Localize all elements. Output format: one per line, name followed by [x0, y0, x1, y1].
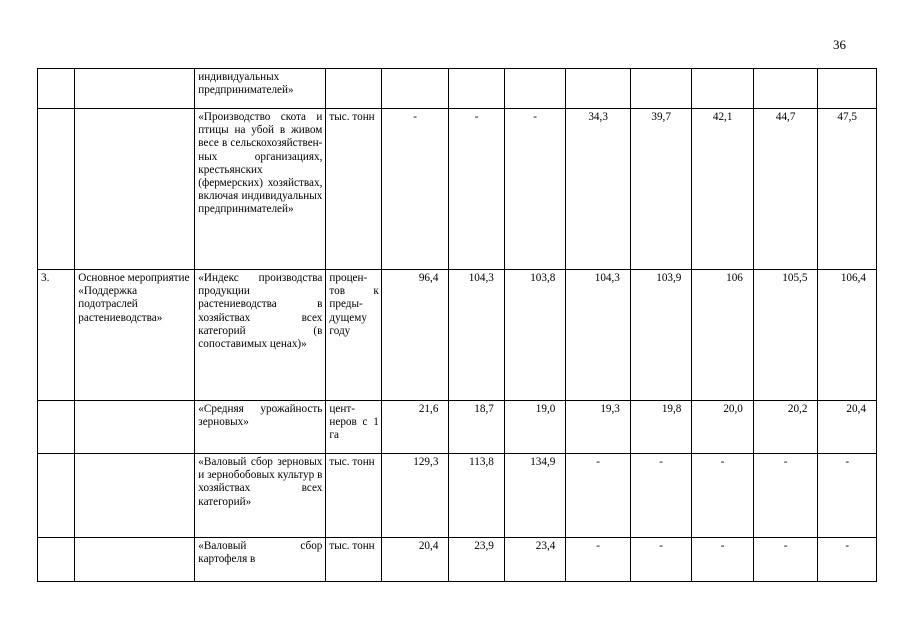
table-row [38, 401, 877, 454]
value-cell: - [818, 454, 877, 538]
value-cell: - [449, 109, 504, 270]
value-cell: - [753, 538, 818, 582]
value-cell: 20,2 [753, 401, 818, 454]
value-cell: 44,7 [753, 109, 818, 270]
value-cell: 129,3 [381, 454, 449, 538]
row-number-cell [38, 538, 75, 582]
indicator-cell: «Индекс производства продукции растениеводства в хозяйствах всех категорий (в сопоставимых ценах)» [195, 270, 326, 401]
value-cell: 39,7 [630, 109, 692, 270]
indicator-cell: «Производство скота и птицы на убой в живом весе в сельскохозяйствен-ных организациях, крестьянских (фермерских) хозяйствах, включая индивидуальных предпринимателей» [195, 109, 326, 270]
unit-cell: цент-неров с 1 га [326, 401, 381, 454]
indicator-cell: «Средняя урожайность зерновых» [195, 401, 326, 454]
value-cell [692, 69, 754, 109]
unit-cell: тыс. тонн [326, 454, 381, 538]
value-cell: 19,3 [566, 401, 631, 454]
value-cell: - [381, 109, 449, 270]
value-cell: 104,3 [566, 270, 631, 401]
value-cell [818, 69, 877, 109]
unit-cell: тыс. тонн [326, 538, 381, 582]
table-body [38, 69, 877, 582]
event-cell: Основное мероприятие «Поддержка подотраслей растениеводства» [75, 270, 195, 401]
value-cell: 34,3 [566, 109, 631, 270]
event-cell [75, 69, 195, 109]
value-cell [449, 69, 504, 109]
value-cell: - [692, 538, 754, 582]
unit-cell: тыс. тонн [326, 109, 381, 270]
indicator-cell: индивидуальных предпринимателей» [195, 69, 326, 109]
unit-cell [326, 69, 381, 109]
value-cell: 23,4 [504, 538, 566, 582]
value-cell: 19,0 [504, 401, 566, 454]
unit-cell: процен-тов к преды-дущему году [326, 270, 381, 401]
value-cell: 47,5 [818, 109, 877, 270]
indicator-cell: «Валовый сбор зерновых и зернобобовых культур в хозяйствах всех категорий» [195, 454, 326, 538]
event-cell [75, 538, 195, 582]
value-cell: 20,0 [692, 401, 754, 454]
indicator-cell: «Валовый сбор картофеля в [195, 538, 326, 582]
value-cell: - [818, 538, 877, 582]
value-cell: 20,4 [818, 401, 877, 454]
value-cell: 20,4 [381, 538, 449, 582]
value-cell [566, 69, 631, 109]
event-cell [75, 454, 195, 538]
row-number-cell [38, 401, 75, 454]
table-row [38, 270, 877, 401]
event-cell [75, 109, 195, 270]
value-cell: 19,8 [630, 401, 692, 454]
table-row [38, 109, 877, 270]
value-cell: - [566, 454, 631, 538]
row-number-cell [38, 109, 75, 270]
value-cell: - [566, 538, 631, 582]
value-cell [753, 69, 818, 109]
table-row [38, 454, 877, 538]
value-cell: 105,5 [753, 270, 818, 401]
value-cell: 103,8 [504, 270, 566, 401]
value-cell: 23,9 [449, 538, 504, 582]
value-cell: 113,8 [449, 454, 504, 538]
value-cell [381, 69, 449, 109]
value-cell: - [630, 538, 692, 582]
value-cell: 106 [692, 270, 754, 401]
value-cell: 42,1 [692, 109, 754, 270]
value-cell: 134,9 [504, 454, 566, 538]
table-row [38, 69, 877, 109]
event-cell [75, 401, 195, 454]
value-cell: - [753, 454, 818, 538]
table-row [38, 538, 877, 582]
row-number-cell [38, 454, 75, 538]
value-cell: 96,4 [381, 270, 449, 401]
row-number-cell: 3. [38, 270, 75, 401]
value-cell: 18,7 [449, 401, 504, 454]
value-cell: - [692, 454, 754, 538]
value-cell: - [630, 454, 692, 538]
value-cell [630, 69, 692, 109]
page-number: 36 [833, 37, 846, 52]
row-number-cell [38, 69, 75, 109]
value-cell: 104,3 [449, 270, 504, 401]
value-cell [504, 69, 566, 109]
value-cell: 21,6 [381, 401, 449, 454]
value-cell: 106,4 [818, 270, 877, 401]
value-cell: - [504, 109, 566, 270]
indicators-table [37, 68, 877, 582]
value-cell: 103,9 [630, 270, 692, 401]
